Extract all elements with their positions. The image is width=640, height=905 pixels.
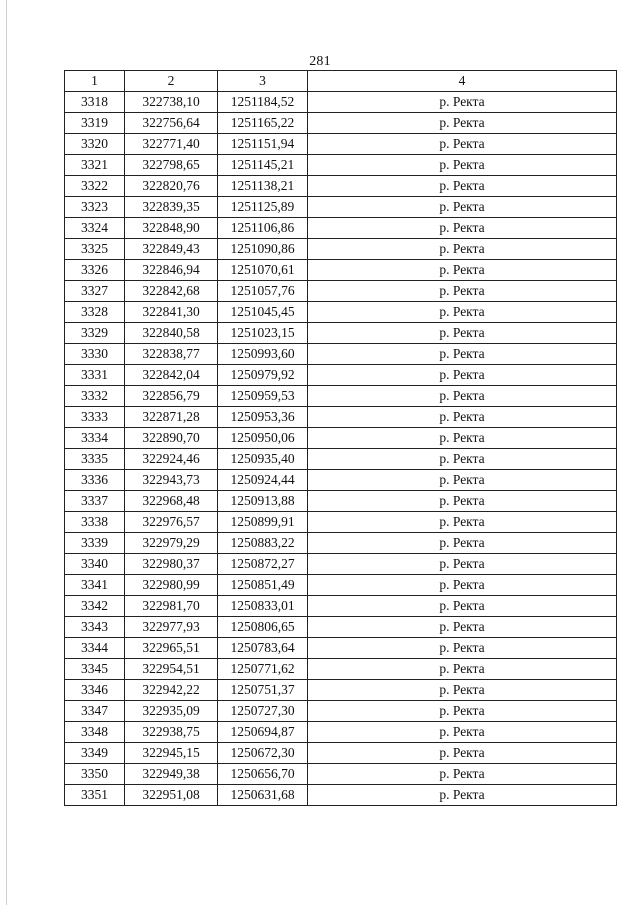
y-coordinate-cell: 1250771,62 — [218, 659, 308, 680]
y-coordinate-cell: 1251045,45 — [218, 302, 308, 323]
description-cell: р. Ректа — [308, 617, 617, 638]
table-row — [65, 407, 617, 428]
x-coordinate-cell: 322738,10 — [125, 92, 218, 113]
table-row — [65, 449, 617, 470]
table-row — [65, 134, 617, 155]
table-row — [65, 92, 617, 113]
table-row — [65, 344, 617, 365]
table-row — [65, 113, 617, 134]
x-coordinate-cell: 322848,90 — [125, 218, 218, 239]
description-cell: р. Ректа — [308, 155, 617, 176]
x-coordinate-cell: 322839,35 — [125, 197, 218, 218]
point-number-cell: 3344 — [65, 638, 125, 659]
y-coordinate-cell: 1250872,27 — [218, 554, 308, 575]
y-coordinate-cell: 1251125,89 — [218, 197, 308, 218]
x-coordinate-cell: 322841,30 — [125, 302, 218, 323]
description-cell: р. Ректа — [308, 386, 617, 407]
y-coordinate-cell: 1251151,94 — [218, 134, 308, 155]
table-header — [65, 71, 617, 92]
table-row — [65, 617, 617, 638]
x-coordinate-cell: 322965,51 — [125, 638, 218, 659]
table-row — [65, 302, 617, 323]
point-number-cell: 3348 — [65, 722, 125, 743]
point-number-cell: 3328 — [65, 302, 125, 323]
column-header-description: 4 — [308, 71, 617, 92]
x-coordinate-cell: 322951,08 — [125, 785, 218, 806]
y-coordinate-cell: 1251057,76 — [218, 281, 308, 302]
x-coordinate-cell: 322890,70 — [125, 428, 218, 449]
description-cell: р. Ректа — [308, 323, 617, 344]
table-row — [65, 722, 617, 743]
description-cell: р. Ректа — [308, 701, 617, 722]
x-coordinate-cell: 322980,37 — [125, 554, 218, 575]
point-number-cell: 3326 — [65, 260, 125, 281]
point-number-cell: 3345 — [65, 659, 125, 680]
description-cell: р. Ректа — [308, 281, 617, 302]
x-coordinate-cell: 322842,68 — [125, 281, 218, 302]
description-cell: р. Ректа — [308, 470, 617, 491]
x-coordinate-cell: 322980,99 — [125, 575, 218, 596]
table-row — [65, 680, 617, 701]
description-cell: р. Ректа — [308, 344, 617, 365]
description-cell: р. Ректа — [308, 680, 617, 701]
x-coordinate-cell: 322954,51 — [125, 659, 218, 680]
point-number-cell: 3335 — [65, 449, 125, 470]
y-coordinate-cell: 1250806,65 — [218, 617, 308, 638]
description-cell: р. Ректа — [308, 407, 617, 428]
x-coordinate-cell: 322938,75 — [125, 722, 218, 743]
y-coordinate-cell: 1250833,01 — [218, 596, 308, 617]
description-cell: р. Ректа — [308, 554, 617, 575]
scan-margin-line — [6, 0, 7, 905]
point-number-cell: 3338 — [65, 512, 125, 533]
y-coordinate-cell: 1250672,30 — [218, 743, 308, 764]
y-coordinate-cell: 1250727,30 — [218, 701, 308, 722]
x-coordinate-cell: 322842,04 — [125, 365, 218, 386]
coordinates-table — [64, 70, 617, 806]
y-coordinate-cell: 1250959,53 — [218, 386, 308, 407]
y-coordinate-cell: 1251023,15 — [218, 323, 308, 344]
x-coordinate-cell: 322756,64 — [125, 113, 218, 134]
x-coordinate-cell: 322976,57 — [125, 512, 218, 533]
y-coordinate-cell: 1250924,44 — [218, 470, 308, 491]
y-coordinate-cell: 1251145,21 — [218, 155, 308, 176]
description-cell: р. Ректа — [308, 302, 617, 323]
table-body — [65, 92, 617, 806]
point-number-cell: 3320 — [65, 134, 125, 155]
x-coordinate-cell: 322856,79 — [125, 386, 218, 407]
table-row — [65, 239, 617, 260]
table-row — [65, 701, 617, 722]
point-number-cell: 3347 — [65, 701, 125, 722]
y-coordinate-cell: 1250631,68 — [218, 785, 308, 806]
x-coordinate-cell: 322935,09 — [125, 701, 218, 722]
table-row — [65, 512, 617, 533]
table-row — [65, 323, 617, 344]
x-coordinate-cell: 322798,65 — [125, 155, 218, 176]
description-cell: р. Ректа — [308, 176, 617, 197]
y-coordinate-cell: 1250993,60 — [218, 344, 308, 365]
description-cell: р. Ректа — [308, 218, 617, 239]
point-number-cell: 3325 — [65, 239, 125, 260]
table-row — [65, 743, 617, 764]
y-coordinate-cell: 1250656,70 — [218, 764, 308, 785]
point-number-cell: 3341 — [65, 575, 125, 596]
y-coordinate-cell: 1251138,21 — [218, 176, 308, 197]
description-cell: р. Ректа — [308, 596, 617, 617]
x-coordinate-cell: 322871,28 — [125, 407, 218, 428]
point-number-cell: 3331 — [65, 365, 125, 386]
point-number-cell: 3330 — [65, 344, 125, 365]
point-number-cell: 3324 — [65, 218, 125, 239]
point-number-cell: 3346 — [65, 680, 125, 701]
y-coordinate-cell: 1250935,40 — [218, 449, 308, 470]
y-coordinate-cell: 1250751,37 — [218, 680, 308, 701]
y-coordinate-cell: 1250899,91 — [218, 512, 308, 533]
point-number-cell: 3332 — [65, 386, 125, 407]
description-cell: р. Ректа — [308, 638, 617, 659]
x-coordinate-cell: 322979,29 — [125, 533, 218, 554]
y-coordinate-cell: 1250953,36 — [218, 407, 308, 428]
x-coordinate-cell: 322846,94 — [125, 260, 218, 281]
x-coordinate-cell: 322945,15 — [125, 743, 218, 764]
description-cell: р. Ректа — [308, 722, 617, 743]
y-coordinate-cell: 1251106,86 — [218, 218, 308, 239]
description-cell: р. Ректа — [308, 533, 617, 554]
table-row — [65, 428, 617, 449]
table-row — [65, 491, 617, 512]
description-cell: р. Ректа — [308, 491, 617, 512]
point-number-cell: 3323 — [65, 197, 125, 218]
table-row — [65, 365, 617, 386]
table-row — [65, 176, 617, 197]
point-number-cell: 3333 — [65, 407, 125, 428]
x-coordinate-cell: 322820,76 — [125, 176, 218, 197]
description-cell: р. Ректа — [308, 260, 617, 281]
y-coordinate-cell: 1250913,88 — [218, 491, 308, 512]
column-header-x-coordinate: 2 — [125, 71, 218, 92]
column-header-point-number: 1 — [65, 71, 125, 92]
x-coordinate-cell: 322849,43 — [125, 239, 218, 260]
table-row — [65, 785, 617, 806]
description-cell: р. Ректа — [308, 365, 617, 386]
y-coordinate-cell: 1251184,52 — [218, 92, 308, 113]
point-number-cell: 3322 — [65, 176, 125, 197]
description-cell: р. Ректа — [308, 785, 617, 806]
y-coordinate-cell: 1250950,06 — [218, 428, 308, 449]
x-coordinate-cell: 322838,77 — [125, 344, 218, 365]
point-number-cell: 3349 — [65, 743, 125, 764]
table-row — [65, 533, 617, 554]
page-number: 281 — [309, 54, 331, 69]
point-number-cell: 3351 — [65, 785, 125, 806]
x-coordinate-cell: 322943,73 — [125, 470, 218, 491]
point-number-cell: 3336 — [65, 470, 125, 491]
x-coordinate-cell: 322968,48 — [125, 491, 218, 512]
point-number-cell: 3334 — [65, 428, 125, 449]
x-coordinate-cell: 322981,70 — [125, 596, 218, 617]
y-coordinate-cell: 1250979,92 — [218, 365, 308, 386]
point-number-cell: 3340 — [65, 554, 125, 575]
description-cell: р. Ректа — [308, 239, 617, 260]
column-header-y-coordinate: 3 — [218, 71, 308, 92]
y-coordinate-cell: 1251165,22 — [218, 113, 308, 134]
y-coordinate-cell: 1250883,22 — [218, 533, 308, 554]
table-row — [65, 155, 617, 176]
table-row — [65, 281, 617, 302]
y-coordinate-cell: 1251070,61 — [218, 260, 308, 281]
table-row — [65, 218, 617, 239]
x-coordinate-cell: 322977,93 — [125, 617, 218, 638]
table-row — [65, 659, 617, 680]
table-row — [65, 386, 617, 407]
table-row — [65, 470, 617, 491]
point-number-cell: 3339 — [65, 533, 125, 554]
header-row — [65, 71, 617, 92]
x-coordinate-cell: 322840,58 — [125, 323, 218, 344]
point-number-cell: 3319 — [65, 113, 125, 134]
y-coordinate-cell: 1250851,49 — [218, 575, 308, 596]
table-row — [65, 575, 617, 596]
description-cell: р. Ректа — [308, 197, 617, 218]
description-cell: р. Ректа — [308, 764, 617, 785]
y-coordinate-cell: 1251090,86 — [218, 239, 308, 260]
x-coordinate-cell: 322942,22 — [125, 680, 218, 701]
description-cell: р. Ректа — [308, 743, 617, 764]
point-number-cell: 3342 — [65, 596, 125, 617]
x-coordinate-cell: 322924,46 — [125, 449, 218, 470]
point-number-cell: 3327 — [65, 281, 125, 302]
table-row — [65, 260, 617, 281]
description-cell: р. Ректа — [308, 449, 617, 470]
description-cell: р. Ректа — [308, 92, 617, 113]
point-number-cell: 3343 — [65, 617, 125, 638]
description-cell: р. Ректа — [308, 428, 617, 449]
description-cell: р. Ректа — [308, 659, 617, 680]
description-cell: р. Ректа — [308, 575, 617, 596]
description-cell: р. Ректа — [308, 512, 617, 533]
description-cell: р. Ректа — [308, 113, 617, 134]
table-row — [65, 197, 617, 218]
x-coordinate-cell: 322771,40 — [125, 134, 218, 155]
table-row — [65, 596, 617, 617]
point-number-cell: 3329 — [65, 323, 125, 344]
point-number-cell: 3321 — [65, 155, 125, 176]
point-number-cell: 3337 — [65, 491, 125, 512]
table-row — [65, 764, 617, 785]
y-coordinate-cell: 1250694,87 — [218, 722, 308, 743]
x-coordinate-cell: 322949,38 — [125, 764, 218, 785]
table-row — [65, 638, 617, 659]
table-row — [65, 554, 617, 575]
description-cell: р. Ректа — [308, 134, 617, 155]
point-number-cell: 3350 — [65, 764, 125, 785]
point-number-cell: 3318 — [65, 92, 125, 113]
y-coordinate-cell: 1250783,64 — [218, 638, 308, 659]
